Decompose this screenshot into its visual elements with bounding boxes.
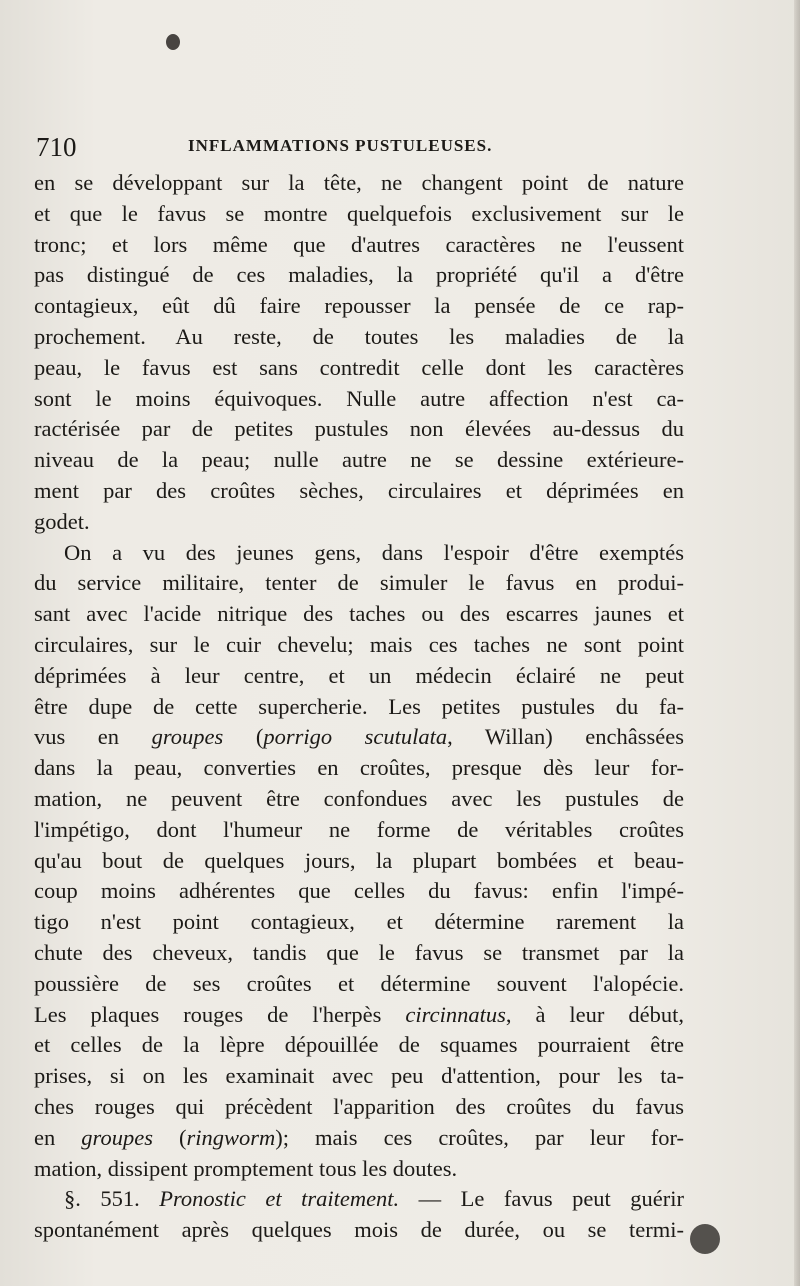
text-segment: peau, le favus est sans contredit celle dont les caractères bbox=[34, 354, 684, 380]
italic-text: circinnatus bbox=[405, 1001, 506, 1027]
text-segment: qu'au bout de quelques jours, la plupart bombées et beau- bbox=[34, 847, 684, 873]
text-line bbox=[34, 322, 684, 353]
ink-spot bbox=[166, 34, 180, 50]
text-segment: tronc; et lors même que d'autres caractères ne l'eussent bbox=[34, 231, 684, 257]
text-segment: ); mais ces croûtes, par leur for- bbox=[275, 1124, 684, 1150]
text-line bbox=[34, 476, 684, 507]
page-number: 710 bbox=[36, 132, 77, 162]
page-edge-shadow bbox=[794, 0, 800, 1286]
text-segment: et que le favus se montre quelquefois exclusivement sur le bbox=[34, 200, 684, 226]
italic-text: groupes bbox=[151, 724, 224, 750]
text-segment: , à leur début, bbox=[505, 1001, 684, 1027]
text-line bbox=[34, 1184, 684, 1215]
text-segment: circulaires, sur le cuir chevelu; mais ces taches ne sont point bbox=[34, 631, 684, 657]
text-segment: dans la peau, converties en croûtes, presque dès leur for- bbox=[34, 755, 684, 781]
text-line bbox=[34, 230, 684, 261]
text-line bbox=[34, 199, 684, 230]
italic-text: Pronostic et traitement. bbox=[159, 1186, 400, 1212]
text-segment: §. 551. bbox=[64, 1186, 160, 1212]
text-segment: poussière de ses croûtes et détermine souvent l'alopécie. bbox=[34, 970, 684, 996]
text-line bbox=[34, 784, 684, 815]
body-text bbox=[34, 168, 684, 1246]
text-line bbox=[34, 753, 684, 784]
text-segment: coup moins adhérentes que celles du favus: enfin l'impé- bbox=[34, 878, 684, 904]
text-segment: en bbox=[34, 1124, 82, 1150]
text-segment: déprimées à leur centre, et un médecin éclairé ne peut bbox=[34, 662, 684, 688]
text-line bbox=[34, 1215, 684, 1246]
text-line bbox=[34, 876, 684, 907]
text-segment: contagieux, eût dû faire repousser la pensée de ce rap- bbox=[34, 293, 684, 319]
text-line bbox=[34, 630, 684, 661]
text-segment: ractérisée par de petites pustules non élevées au-dessus du bbox=[34, 416, 684, 442]
ink-spot bbox=[690, 1224, 720, 1254]
text-segment: ( bbox=[152, 1124, 187, 1150]
text-line bbox=[34, 507, 684, 538]
text-line bbox=[34, 568, 684, 599]
text-line bbox=[34, 599, 684, 630]
text-segment: godet. bbox=[34, 508, 90, 534]
text-segment: mation, ne peuvent être confondues avec les pustules de bbox=[34, 785, 684, 811]
text-line bbox=[34, 260, 684, 291]
text-segment: ment par des croûtes sèches, circulaires et déprimées en bbox=[34, 477, 684, 503]
text-line bbox=[34, 1154, 684, 1185]
text-segment: spontanément après quelques mois de durée, ou se termi- bbox=[34, 1217, 684, 1243]
text-segment: sont le moins équivoques. Nulle autre affection n'est ca- bbox=[34, 385, 684, 411]
italic-text: ringworm bbox=[186, 1124, 276, 1150]
text-segment: On a vu des jeunes gens, dans l'espoir d'être exemptés bbox=[64, 539, 684, 565]
text-segment: mation, dissipent promptement tous les doutes. bbox=[34, 1155, 458, 1181]
text-segment: pas distingué de ces maladies, la propriété qu'il a d'être bbox=[34, 262, 684, 288]
italic-text: groupes bbox=[81, 1124, 153, 1150]
text-line bbox=[34, 692, 684, 723]
text-line bbox=[34, 907, 684, 938]
text-line bbox=[34, 1000, 684, 1031]
text-line bbox=[34, 1092, 684, 1123]
text-line bbox=[34, 815, 684, 846]
text-segment: et celles de la lèpre dépouillée de squames pourraient être bbox=[34, 1032, 684, 1058]
text-segment: en se développant sur la tête, ne changent point de nature bbox=[34, 170, 684, 195]
text-line bbox=[34, 414, 684, 445]
text-segment: sant avec l'acide nitrique des taches ou des escarres jaunes et bbox=[34, 601, 684, 627]
text-line bbox=[34, 969, 684, 1000]
text-line bbox=[34, 722, 684, 753]
text-segment: ( bbox=[223, 724, 264, 750]
text-line bbox=[34, 938, 684, 969]
text-segment: du service militaire, tenter de simuler le favus en produi- bbox=[34, 570, 684, 596]
text-line bbox=[34, 1061, 684, 1092]
text-line bbox=[34, 384, 684, 415]
text-line bbox=[34, 1123, 684, 1154]
text-segment: prises, si on les examinait avec peu d'attention, pour les ta- bbox=[34, 1063, 684, 1089]
text-segment: ches rouges qui précèdent l'apparition des croûtes du favus bbox=[34, 1093, 684, 1119]
italic-text: porrigo scutulata bbox=[263, 724, 448, 750]
text-line bbox=[34, 353, 684, 384]
text-line bbox=[34, 661, 684, 692]
text-segment: Les plaques rouges de l'herpès bbox=[34, 1001, 406, 1027]
running-title: INFLAMMATIONS PUSTULEUSES. bbox=[188, 136, 493, 155]
running-header bbox=[36, 132, 686, 160]
text-line bbox=[34, 168, 684, 199]
text-segment: , Willan) enchâssées bbox=[447, 724, 684, 750]
text-segment: — Le favus peut guérir bbox=[399, 1186, 685, 1212]
text-segment: prochement. Au reste, de toutes les maladies de la bbox=[34, 323, 684, 349]
text-segment: chute des cheveux, tandis que le favus se transmet par la bbox=[34, 939, 684, 965]
text-segment: être dupe de cette supercherie. Les petites pustules du fa- bbox=[34, 693, 684, 719]
text-segment: vus en bbox=[34, 724, 152, 750]
text-line bbox=[34, 291, 684, 322]
text-segment: l'impétigo, dont l'humeur ne forme de véritables croûtes bbox=[34, 816, 684, 842]
text-segment: tigo n'est point contagieux, et détermine rarement la bbox=[34, 909, 684, 935]
text-line bbox=[34, 445, 684, 476]
text-line bbox=[34, 1030, 684, 1061]
text-line bbox=[34, 538, 684, 569]
text-segment: niveau de la peau; nulle autre ne se dessine extérieure- bbox=[34, 447, 684, 473]
text-line bbox=[34, 846, 684, 877]
